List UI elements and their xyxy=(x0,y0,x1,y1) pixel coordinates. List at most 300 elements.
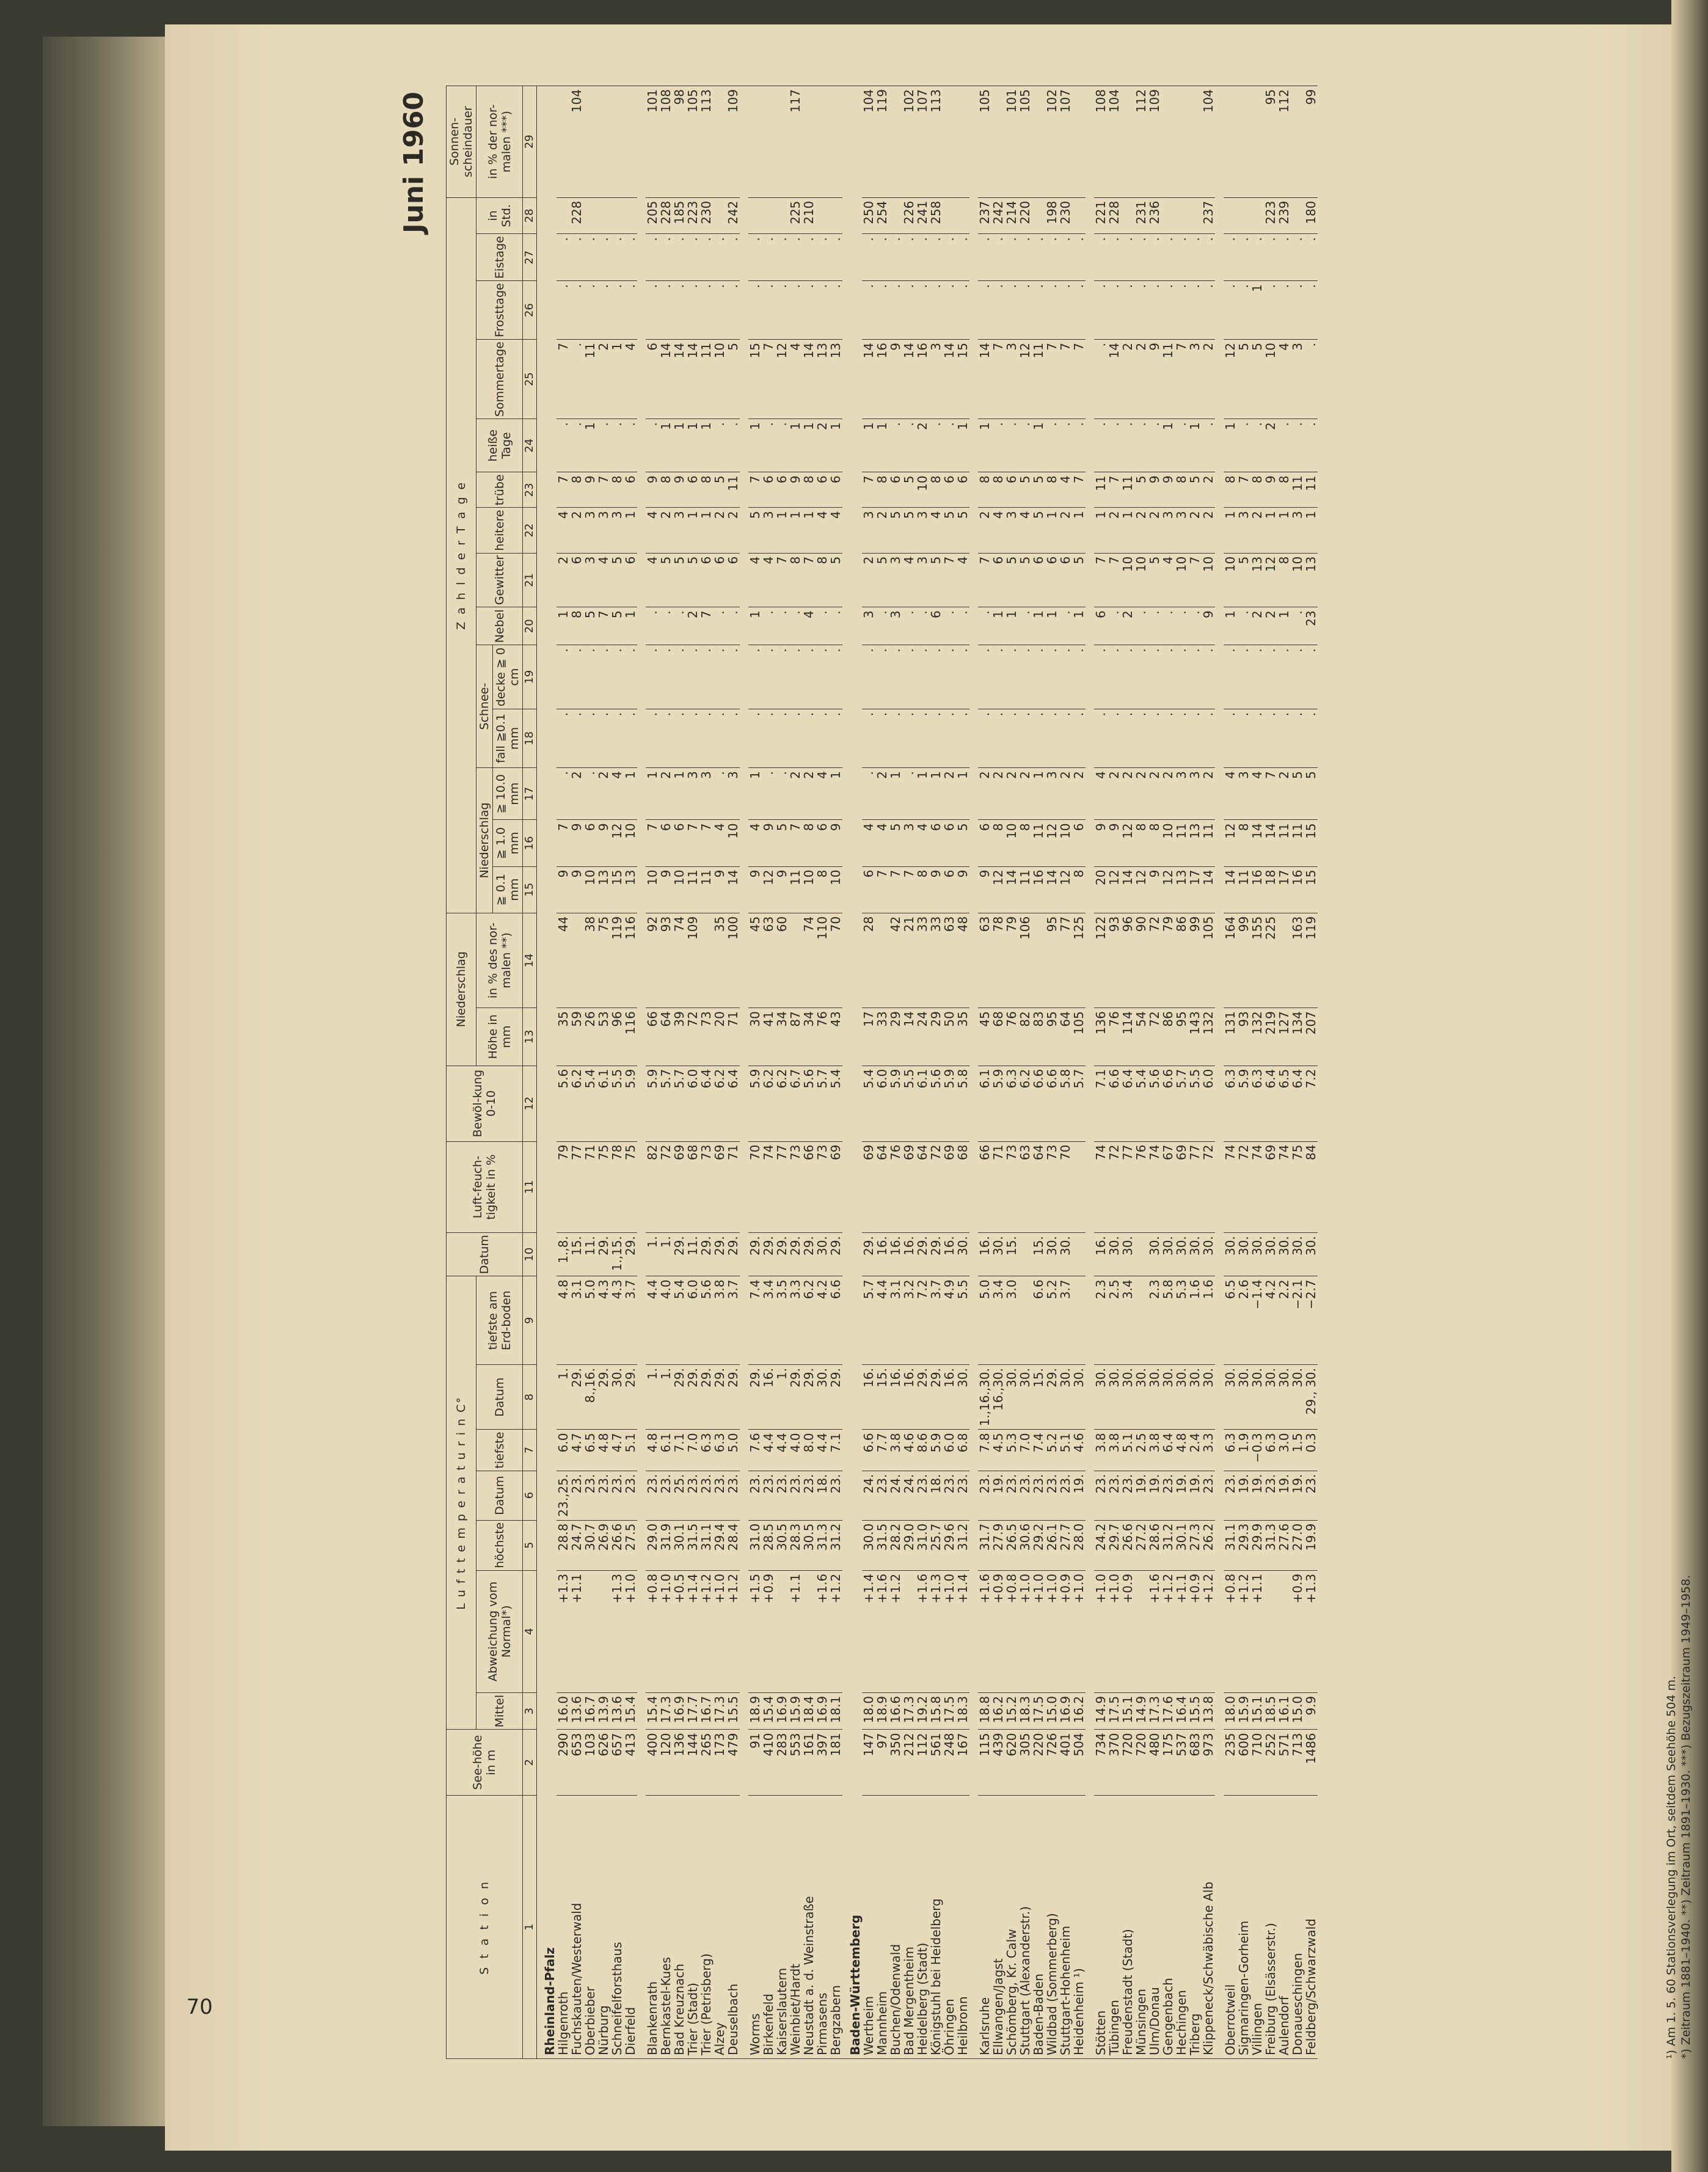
table-cell: . xyxy=(597,709,610,767)
table-cell: 1 xyxy=(1032,768,1045,820)
table-cell: 6.6 xyxy=(1045,1066,1059,1141)
table-cell: 30. xyxy=(1264,1365,1277,1430)
table-row xyxy=(1202,86,1215,2059)
table-cell: 15 xyxy=(610,866,624,913)
table-cell: 10 xyxy=(1202,553,1215,607)
table-cell: 5.5 xyxy=(1188,1066,1202,1141)
table-row xyxy=(829,86,842,2059)
table-cell: 12 xyxy=(1045,820,1059,866)
station-name: Heidelberg (Stadt) xyxy=(916,1796,929,2059)
table-cell: +1.3 xyxy=(1304,1570,1318,1692)
table-cell: . xyxy=(916,281,929,340)
table-cell: 144 xyxy=(686,1730,699,1796)
table-cell: 28.2 xyxy=(889,1520,902,1570)
table-cell: 19. xyxy=(991,1471,1005,1520)
table-cell: 28 xyxy=(862,913,875,1007)
table-cell: 6 xyxy=(624,553,637,607)
table-cell: 106 xyxy=(1018,913,1032,1007)
table-cell: 7.1 xyxy=(829,1430,842,1471)
table-cell: 30. xyxy=(956,1365,969,1430)
table-cell: 6.0 xyxy=(1202,1066,1215,1141)
table-cell: 29. xyxy=(713,1365,726,1430)
table-cell: 75 xyxy=(597,1141,610,1233)
table-cell: 1. xyxy=(659,1365,673,1430)
table-row xyxy=(991,86,1005,2059)
table-cell: 109 xyxy=(726,86,740,198)
table-cell: 23. xyxy=(748,1471,762,1520)
table-cell: . xyxy=(1094,419,1108,472)
table-cell: 24. xyxy=(862,1471,875,1520)
table-cell: 3 xyxy=(686,768,699,820)
table-cell: . xyxy=(659,607,673,645)
table-cell: 2.3 xyxy=(1094,1276,1108,1365)
table-cell: . xyxy=(1250,645,1264,709)
table-cell xyxy=(748,86,762,198)
table-cell: +1.6 xyxy=(916,1570,929,1692)
table-cell: 214 xyxy=(1005,197,1018,234)
table-cell: 1 xyxy=(748,607,762,645)
table-cell: +1.0 xyxy=(1045,1570,1059,1692)
table-cell: . xyxy=(902,607,916,645)
table-row xyxy=(1059,86,1072,2059)
table-cell: 7 xyxy=(748,472,762,508)
table-row xyxy=(1032,86,1045,2059)
table-cell: 5 xyxy=(686,553,699,607)
table-cell: 30. xyxy=(1094,1365,1108,1430)
table-cell: 35 xyxy=(557,1008,570,1066)
footnotes xyxy=(1665,1575,1694,2059)
table-cell: . xyxy=(762,607,775,645)
table-cell: 228 xyxy=(570,197,583,234)
table-cell: 4.6 xyxy=(1072,1430,1086,1471)
table-cell: 3 xyxy=(1005,508,1018,553)
table-cell: 98 xyxy=(673,86,686,198)
table-cell: 19. xyxy=(1175,1471,1188,1520)
table-cell: 31.1 xyxy=(1224,1520,1237,1570)
table-cell: 3 xyxy=(1005,340,1018,419)
column-number: 9 xyxy=(523,1276,537,1365)
col-datum-erd: Datum xyxy=(447,1233,523,1276)
table-cell: 290 xyxy=(557,1730,570,1796)
table-cell: 4 xyxy=(991,508,1005,553)
table-cell: . xyxy=(1072,281,1086,340)
station-name: Baden-Baden xyxy=(1032,1796,1045,2059)
table-cell: 30 xyxy=(748,1008,762,1066)
table-cell: . xyxy=(570,709,583,767)
table-cell: 212 xyxy=(902,1730,916,1796)
table-cell: 9 xyxy=(1161,472,1175,508)
table-cell: 6.1 xyxy=(659,1430,673,1471)
table-cell: 93 xyxy=(659,913,673,1007)
table-cell: 6 xyxy=(889,472,902,508)
column-number: 6 xyxy=(523,1471,537,1520)
table-cell: 7 xyxy=(789,820,802,866)
table-cell: 1. xyxy=(646,1365,659,1430)
station-name: Sigmaringen-Gorheim xyxy=(1237,1796,1250,2059)
table-cell: 30. xyxy=(1237,1233,1250,1276)
table-cell: 3 xyxy=(1045,768,1059,820)
table-cell: 63 xyxy=(943,913,956,1007)
table-cell: 23. xyxy=(570,1471,583,1520)
region-name xyxy=(1086,86,1094,2059)
table-cell: 34 xyxy=(775,1008,789,1066)
table-cell: 1 xyxy=(699,419,713,472)
table-cell: 30. xyxy=(1059,1233,1072,1276)
table-cell: 9 xyxy=(1148,472,1161,508)
table-cell: 3.8 xyxy=(713,1276,726,1365)
table-cell: 101 xyxy=(646,86,659,198)
table-cell: 31.0 xyxy=(748,1520,762,1570)
table-cell: 17 xyxy=(1188,866,1202,913)
table-cell: . xyxy=(699,281,713,340)
table-cell: . xyxy=(762,768,775,820)
table-cell: 23. xyxy=(875,1471,889,1520)
table-cell xyxy=(829,86,842,198)
station-name: Neustadt a. d. Weinstraße xyxy=(802,1796,816,2059)
table-cell xyxy=(1072,1276,1086,1365)
table-cell: 71 xyxy=(991,1141,1005,1233)
table-cell: . xyxy=(775,645,789,709)
table-cell: 5.6 xyxy=(557,1066,570,1141)
table-cell: 4 xyxy=(802,607,816,645)
table-cell: 8 xyxy=(1148,820,1161,866)
table-cell: 82 xyxy=(646,1141,659,1233)
table-cell xyxy=(816,86,829,198)
station-name: Aulendorf xyxy=(1277,1796,1291,2059)
group-gap xyxy=(1086,86,1094,2059)
table-cell: 23. xyxy=(597,1471,610,1520)
table-row xyxy=(570,86,583,2059)
table-cell: 101 xyxy=(1005,86,1018,198)
table-cell: 7 xyxy=(1059,340,1072,419)
table-cell: 5 xyxy=(1032,472,1045,508)
table-cell: . xyxy=(1291,607,1304,645)
table-cell: 30. xyxy=(1188,1233,1202,1276)
table-cell: 28.3 xyxy=(789,1520,802,1570)
table-cell: 29. xyxy=(624,1365,637,1430)
table-cell: 734 xyxy=(1094,1730,1108,1796)
station-name: Deuselbach xyxy=(726,1796,740,2059)
table-cell: 3 xyxy=(916,553,929,607)
table-cell: 9 xyxy=(956,866,969,913)
table-cell: 3.7 xyxy=(726,1276,740,1365)
table-cell: 11 xyxy=(1161,340,1175,419)
table-cell: 132 xyxy=(1250,1008,1264,1066)
table-cell: . xyxy=(1175,419,1188,472)
table-cell: 6.0 xyxy=(875,1066,889,1141)
table-row xyxy=(699,86,713,2059)
table-cell: 23. xyxy=(726,1471,740,1520)
column-number: 8 xyxy=(523,1365,537,1430)
table-cell xyxy=(1121,86,1134,198)
table-cell: 12 xyxy=(762,866,775,913)
table-cell: 147 xyxy=(862,1730,875,1796)
table-cell: 1 xyxy=(802,508,816,553)
table-cell: . xyxy=(1202,419,1215,472)
table-cell: 28.8 xyxy=(557,1520,570,1570)
table-cell: 161 xyxy=(802,1730,816,1796)
table-cell: 13.6 xyxy=(570,1692,583,1730)
table-cell: 10 xyxy=(713,340,726,419)
table-cell xyxy=(956,197,969,234)
table-cell: . xyxy=(624,419,637,472)
table-cell: 10 xyxy=(1224,553,1237,607)
table-cell: 10 xyxy=(726,820,740,866)
table-cell: 4.2 xyxy=(1264,1276,1277,1365)
table-cell: 76 xyxy=(816,1008,829,1066)
table-cell: . xyxy=(802,645,816,709)
table-row xyxy=(1134,86,1148,2059)
table-cell: 2 xyxy=(1121,340,1134,419)
table-cell: 136 xyxy=(1094,1008,1108,1066)
table-cell: 29., 30. xyxy=(1304,1365,1318,1430)
table-row xyxy=(659,86,673,2059)
table-cell: . xyxy=(1291,419,1304,472)
table-row xyxy=(775,86,789,2059)
table-cell: . xyxy=(646,645,659,709)
table-cell xyxy=(1018,1276,1032,1365)
col-nebel: Nebel xyxy=(476,607,523,645)
table-cell: 5.9 xyxy=(929,1430,943,1471)
table-cell: 23. xyxy=(956,1471,969,1520)
table-cell: 6.6 xyxy=(829,1276,842,1365)
table-cell xyxy=(1018,1233,1032,1276)
table-cell: 6.0 xyxy=(686,1066,699,1141)
table-cell: 5.9 xyxy=(943,1066,956,1141)
table-cell: 480 xyxy=(1148,1730,1161,1796)
table-cell: 7 xyxy=(557,340,570,419)
table-cell: 11 xyxy=(1291,820,1304,866)
table-cell: 11 xyxy=(1202,820,1215,866)
table-cell: . xyxy=(789,645,802,709)
table-cell xyxy=(775,197,789,234)
table-cell: . xyxy=(991,645,1005,709)
table-cell: 28.6 xyxy=(1148,1520,1161,1570)
table-cell: 7.8 xyxy=(978,1430,991,1471)
table-cell xyxy=(1250,86,1264,198)
table-cell: . xyxy=(816,645,829,709)
table-cell: 13 xyxy=(1188,820,1202,866)
table-cell: . xyxy=(902,709,916,767)
table-cell: 3 xyxy=(1175,508,1188,553)
table-cell: 74 xyxy=(1148,1141,1161,1233)
table-cell: 59 xyxy=(570,1008,583,1066)
table-cell: 23. xyxy=(699,1471,713,1520)
table-cell: 5.7 xyxy=(862,1276,875,1365)
table-cell xyxy=(1277,1570,1291,1692)
table-cell: 9 xyxy=(1148,866,1161,913)
table-cell: 16.7 xyxy=(699,1692,713,1730)
table-cell: 30.7 xyxy=(583,1520,597,1570)
table-cell: 9 xyxy=(1094,820,1108,866)
col-tiefste-erd: tiefste am Erd-boden xyxy=(476,1276,523,1365)
table-cell: 11 xyxy=(699,340,713,419)
table-cell: 5 xyxy=(673,553,686,607)
table-cell: . xyxy=(916,607,929,645)
table-cell: 30. xyxy=(1224,1233,1237,1276)
table-cell: . xyxy=(1005,709,1018,767)
table-row xyxy=(1094,86,1108,2059)
table-cell: 8 xyxy=(1277,553,1291,607)
table-cell: 90 xyxy=(1134,913,1148,1007)
table-cell: 30. xyxy=(1059,1365,1072,1430)
table-cell: 198 xyxy=(1045,197,1059,234)
table-cell: 9 xyxy=(748,866,762,913)
table-cell: 3 xyxy=(699,768,713,820)
table-cell: . xyxy=(902,419,916,472)
table-cell: 29. xyxy=(916,1365,929,1430)
table-cell: 74 xyxy=(1224,1141,1237,1233)
table-cell: . xyxy=(1121,709,1134,767)
table-cell: . xyxy=(991,281,1005,340)
table-cell: . xyxy=(789,607,802,645)
table-cell: 9 xyxy=(673,472,686,508)
table-cell: 125 xyxy=(1072,913,1086,1007)
table-cell: 8 xyxy=(1134,820,1148,866)
table-cell: 77 xyxy=(1121,1141,1134,1233)
table-cell: 29. xyxy=(789,1233,802,1276)
table-row xyxy=(943,86,956,2059)
table-cell: 4 xyxy=(1161,553,1175,607)
table-cell: 9 xyxy=(646,472,659,508)
table-cell: . xyxy=(1121,645,1134,709)
table-cell: 6 xyxy=(1072,820,1086,866)
table-cell: 64 xyxy=(875,1141,889,1233)
table-cell: 3.0 xyxy=(1277,1430,1291,1471)
footnote: ¹) Am 1. 5. 60 Stationsverlegung im Ort, seitdem Seehöhe 504 m. xyxy=(1665,1675,1678,2059)
table-cell: . xyxy=(624,234,637,281)
table-cell xyxy=(624,197,637,234)
station-name: Stuttgart (Alexanderstr.) xyxy=(1018,1796,1032,2059)
table-cell xyxy=(557,197,570,234)
table-cell: +0.8 xyxy=(1005,1570,1018,1692)
table-cell: 16. xyxy=(875,1233,889,1276)
table-cell: . xyxy=(1224,709,1237,767)
col-n10: ≧ 1.0 mm xyxy=(493,820,523,866)
table-cell: 30. xyxy=(1072,1365,1086,1430)
table-cell: 16.4 xyxy=(1175,1692,1188,1730)
table-cell: . xyxy=(659,234,673,281)
table-cell: 23. xyxy=(1018,1471,1032,1520)
table-cell: . xyxy=(816,607,829,645)
table-cell: . xyxy=(713,419,726,472)
table-cell: 2.2 xyxy=(1277,1276,1291,1365)
table-cell: . xyxy=(1018,419,1032,472)
table-cell: . xyxy=(1121,281,1134,340)
table-cell: 4 xyxy=(762,553,775,607)
table-cell: 64 xyxy=(1059,1008,1072,1066)
table-cell: 230 xyxy=(699,197,713,234)
table-cell: 74 xyxy=(1094,1141,1108,1233)
table-cell: 15.4 xyxy=(624,1692,637,1730)
table-cell: 35 xyxy=(713,913,726,1007)
table-cell: . xyxy=(1032,281,1045,340)
table-cell: 6 xyxy=(829,472,842,508)
table-cell: 8 xyxy=(802,472,816,508)
station-name: Freudenstadt (Stadt) xyxy=(1121,1796,1134,2059)
table-cell: 2 xyxy=(1188,508,1202,553)
table-cell: 5.3 xyxy=(1005,1430,1018,1471)
table-cell: . xyxy=(789,709,802,767)
table-cell: 30. xyxy=(1005,1365,1018,1430)
table-cell: . xyxy=(713,607,726,645)
table-cell xyxy=(583,86,597,198)
table-cell: 1 xyxy=(1072,607,1086,645)
table-cell: 30. xyxy=(1277,1365,1291,1430)
table-cell: 4.7 xyxy=(610,1430,624,1471)
table-cell: 7 xyxy=(889,866,902,913)
table-cell: 5.4 xyxy=(829,1066,842,1141)
table-cell: +1.4 xyxy=(686,1570,699,1692)
table-cell: 72 xyxy=(686,1008,699,1066)
station-name: Trier (Stadt) xyxy=(686,1796,699,2059)
table-cell: 5.8 xyxy=(956,1066,969,1141)
table-cell: 29. xyxy=(929,1233,943,1276)
table-cell: 4.6 xyxy=(902,1430,916,1471)
table-cell: 16. xyxy=(978,1233,991,1276)
table-cell: 29. xyxy=(713,1233,726,1276)
column-number: 10 xyxy=(523,1233,537,1276)
table-cell: 4 xyxy=(1094,768,1108,820)
table-cell: 18.3 xyxy=(956,1692,969,1730)
table-cell: 12 xyxy=(1224,340,1237,419)
table-cell: . xyxy=(570,645,583,709)
station-name: Wertheim xyxy=(862,1796,875,2059)
table-cell: . xyxy=(570,340,583,419)
table-cell: . xyxy=(686,281,699,340)
table-cell: 180 xyxy=(1304,197,1318,234)
table-cell: . xyxy=(1018,645,1032,709)
table-cell xyxy=(1072,86,1086,198)
table-cell: 16.9 xyxy=(775,1692,789,1730)
table-cell: 9 xyxy=(829,820,842,866)
region-name xyxy=(740,86,748,2059)
table-row xyxy=(956,86,969,2059)
table-cell: 31.7 xyxy=(978,1520,991,1570)
table-cell: . xyxy=(1032,234,1045,281)
table-cell: 6.0 xyxy=(557,1430,570,1471)
table-cell: 23. xyxy=(916,1471,929,1520)
table-cell: 16 xyxy=(1032,866,1045,913)
table-cell: 2 xyxy=(1108,768,1121,820)
table-cell: 29. xyxy=(597,1365,610,1430)
table-row xyxy=(624,86,637,2059)
table-cell: 16 xyxy=(875,340,889,419)
table-cell: 1 xyxy=(789,419,802,472)
table-cell: 5.0 xyxy=(726,1430,740,1471)
group-gap xyxy=(969,86,978,2059)
table-cell: 1 xyxy=(1045,508,1059,553)
col-tiefste: tiefste xyxy=(476,1430,523,1471)
column-number: 19 xyxy=(523,645,537,709)
col-nied-hoehe: Höhe in mm xyxy=(476,1008,523,1066)
table-cell: . xyxy=(673,281,686,340)
column-number: 1 xyxy=(523,1796,537,2059)
table-cell: 9.9 xyxy=(1304,1692,1318,1730)
table-cell: . xyxy=(1264,709,1277,767)
table-cell: 1 xyxy=(583,419,597,472)
table-cell: +0.9 xyxy=(1121,1570,1134,1692)
table-cell: 2 xyxy=(1202,768,1215,820)
table-cell: 28.0 xyxy=(1072,1520,1086,1570)
station-name: Karlsruhe xyxy=(978,1796,991,2059)
table-cell: 15.4 xyxy=(646,1692,659,1730)
table-cell: 10 xyxy=(1121,553,1134,607)
column-number: 16 xyxy=(523,820,537,866)
table-cell: 8 xyxy=(802,820,816,866)
table-cell: . xyxy=(1277,645,1291,709)
table-cell: 5.6 xyxy=(929,1066,943,1141)
